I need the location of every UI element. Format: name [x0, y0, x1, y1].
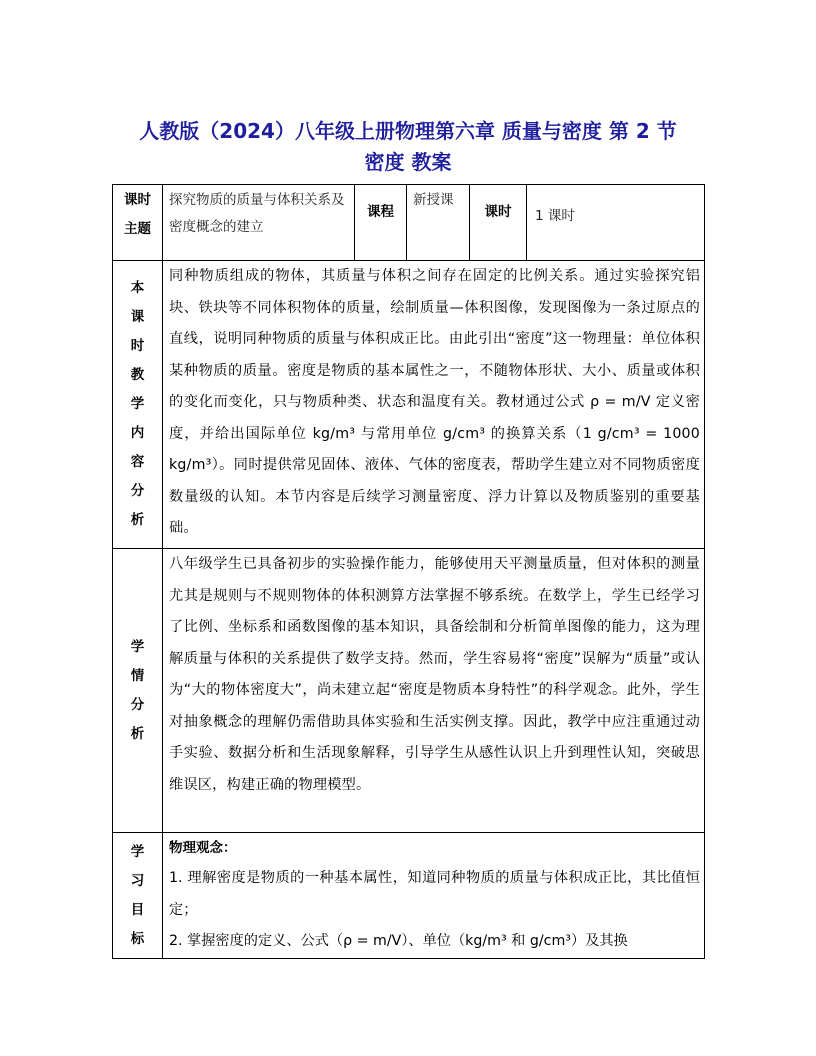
student-analysis-row: [113, 549, 705, 833]
content-analysis-label: 本课时教学内容分析: [113, 261, 163, 549]
title-line-1: 人教版（2024）八年级上册物理第六章 质量与密度 第 2 节: [139, 119, 677, 143]
course-type-value: 新授课: [407, 185, 470, 260]
title-line-2: 密度 教案: [364, 150, 452, 174]
course-type-label: 课程: [355, 185, 407, 261]
content-analysis-text: 同种物质组成的物体，其质量与体积之间存在固定的比例关系。通过实验探究铝块、铁块等不同体积物体的质量，绘制质量—体积图像，发现图像为一条过原点的直线，说明同种物质的质量与体积成正比。由此引出“密度”这一物理量：单位体积某种物质的质量。密度是物质的基本属性之一，不随物体形状、大小、质量或体积的变化而变化，只与物质种类、状态和温度有关。教材通过公式 ρ = m/V 定义密度，并给出国际单位 kg/m³ 与常用单位 g/cm³ 的换算关系（1 g/cm³ = 1000 kg/m³）。同时提供常见固体、液体、气体的密度表，帮助学生建立对不同物质密度数量级的认知。本节内容是后续学习测量密度、浮力计算以及物质鉴别的重要基础。: [163, 261, 705, 549]
topic-value: 探究物质的质量与体积关系及密度概念的建立: [163, 185, 355, 261]
objectives-subheading: 物理观念：: [169, 840, 237, 856]
content-analysis-row: [113, 261, 705, 549]
student-analysis-text: 八年级学生已具备初步的实验操作能力，能够使用天平测量质量，但对体积的测量尤其是规则与不规则物体的体积测算方法掌握不够系统。在数学上，学生已经学习了比例、坐标系和函数图像的基本知识，具备绘制和分析简单图像的能力，这为理解质量与体积的关系提供了数学支持。然而，学生容易将“密度”误解为“质量”或认为“大的物体密度大”，尚未建立起“密度是物质本身特性”的科学观念。此外，学生对抽象概念的理解仍需借助具体实验和生活实例支撑。因此，教学中应注重通过动手实验、数据分析和生活现象解释，引导学生从感性认识上升到理性认知，突破思维误区，构建正确的物理模型。: [163, 549, 705, 833]
objectives-text: [163, 833, 705, 959]
lesson-plan-table: [112, 184, 705, 959]
topic-label: 课时主题: [113, 185, 163, 261]
student-analysis-label: 学情分析: [113, 549, 163, 833]
objective-item-1: 1. 理解密度是物质的一种基本属性，知道同种物质的质量与体积成正比，其比值恒定；: [169, 870, 700, 918]
course-type-cell: [407, 185, 527, 261]
document-title: [110, 116, 706, 178]
header-row: [113, 185, 705, 261]
objectives-label: 学习目标: [113, 833, 163, 959]
period-label: 课时: [484, 204, 512, 220]
objectives-row: [113, 833, 705, 959]
period-value: 1 课时: [527, 185, 705, 261]
objective-item-2: 2. 掌握密度的定义、公式（ρ = m/V）、单位（kg/m³ 和 g/cm³）及其换: [169, 933, 628, 949]
